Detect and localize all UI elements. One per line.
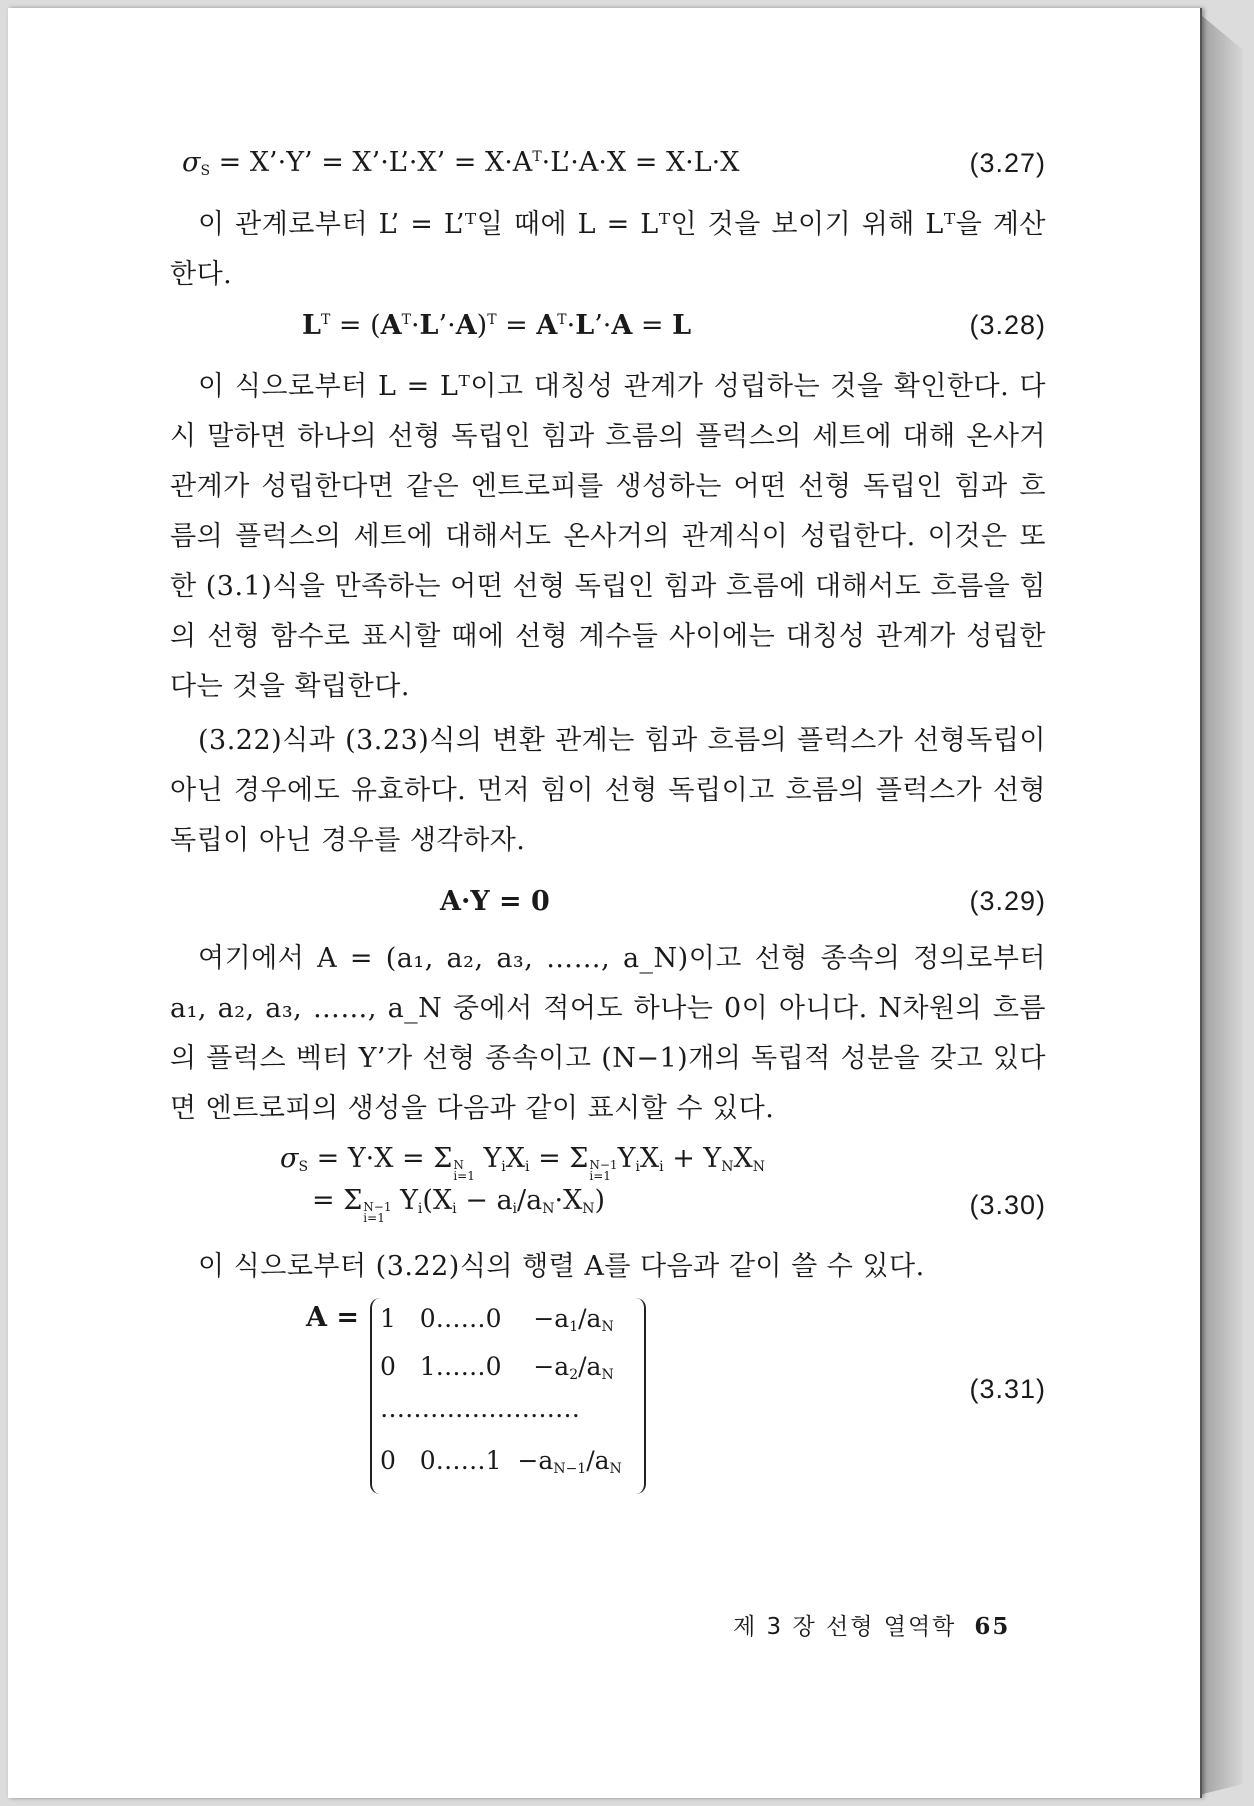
paragraph-4: 여기에서 A = (a₁, a₂, a₃, ……, a_N)이고 선형 종속의 정의로부터 a₁, a₂, a₃, ……, a_N 중에서 적어도 하나는 0이 아니다. N차원의 흐름의 플럭스 벡터 Y’가 선형 종속이고 (N−1)개의 독립적 성분을 갖고 있다면 엔트로피의 생성을 다음과 같이 표시할 수 있다. xyxy=(170,943,1046,1124)
page-content xyxy=(170,138,1046,1498)
matrix-lhs: A = xyxy=(306,1302,359,1333)
equation-3-29 xyxy=(170,876,1046,926)
paragraph-5: 이 식으로부터 (3.22)식의 행렬 A를 다음과 같이 쓸 수 있다. xyxy=(198,1251,925,1282)
page-number: 65 xyxy=(974,1613,1011,1640)
equation-3-31-matrix xyxy=(170,1298,1046,1498)
paragraph-2: 이 식으로부터 L = Lᵀ이고 대칭성 관계가 성립하는 것을 확인한다. 다시 말하면 하나의 선형 독립인 힘과 흐름의 플럭스의 세트에 대해 온사거 관계가 성립한다면 같은 엔트로피를 생성하는 어떤 선형 독립인 힘과 흐름의 플럭스의 세트에 대해서도 온사거의 관계식이 성립한다. 이것은 또한 (3.1)식을 만족하는 어떤 선형 독립인 힘과 흐름에 대해서도 흐름을 힘의 선형 함수로 표시할 때에 선형 계수들 사이에는 대칭성 관계가 성립한다는 것을 확립한다. xyxy=(170,371,1046,702)
paragraph-3: (3.22)식과 (3.23)식의 변환 관계는 힘과 흐름의 플럭스가 선형독립이 아닌 경우에도 유효하다. 먼저 힘이 선형 독립이고 흐름의 플럭스가 선형 독립이 아닌 경우를 생각하자. xyxy=(170,725,1046,856)
equation-3-30-expr-2: = Σ N−1 i=1 $Y_i(X_i - a_i/a_N\cdot X_N)$ xyxy=(312,1184,606,1225)
equation-3-31-number: (3.31) xyxy=(969,1374,1046,1404)
equation-3-30-line-2 xyxy=(170,1184,1046,1226)
equation-3-30-expr-1: $\sigma_S = Y\cdot X = \Sigma$ N i=1 $Y_iX_i = \Sigma$ N−1 i=1 $Y_iX_i + Y_NX_N$ xyxy=(280,1142,765,1183)
matrix-row-2: 0 1……0 $-a_2/a_N$ xyxy=(380,1352,614,1383)
equation-3-27-number: (3.27) xyxy=(969,147,1046,178)
chapter-title: 제 3 장 선형 열역학 xyxy=(733,1614,957,1640)
equation-3-27-expr: $\sigma_S$ = X’·Y’ = X’·L’·X’ = $X\cdot A^T\cdot L’\cdot A\cdot X = X\cdot L\cdot X$ xyxy=(182,146,740,179)
equation-3-29-expr: A·Y = 0 xyxy=(440,885,550,917)
matrix-row-4: 0 0……1 $-a_{N-1}/a_N$ xyxy=(380,1446,622,1477)
matrix-row-1: 1 0……0 $-a_1/a_N$ xyxy=(380,1304,614,1335)
equation-3-28-number: (3.28) xyxy=(969,309,1046,340)
equation-3-29-number: (3.29) xyxy=(969,885,1046,916)
equation-3-28 xyxy=(170,300,1046,350)
page-footer xyxy=(733,1608,1010,1641)
equation-3-30-line-1 xyxy=(170,1142,1046,1184)
page-edge-shadow xyxy=(1195,10,1243,1796)
matrix-row-3: …………………… xyxy=(380,1394,580,1423)
book-page xyxy=(8,8,1202,1798)
paragraph-1: 이 관계로부터 L’ = L’ᵀ일 때에 L = Lᵀ인 것을 보이기 위해 Lᵀ을 계산한다. xyxy=(170,209,1046,290)
equation-3-30-number: (3.30) xyxy=(969,1189,1046,1220)
equation-3-27 xyxy=(170,138,1046,188)
equation-3-28-expr: $L^T$ = $(A^T\cdot L’\cdot A)^T$ = $A^T\cdot L’\cdot A = L$ xyxy=(302,309,692,341)
